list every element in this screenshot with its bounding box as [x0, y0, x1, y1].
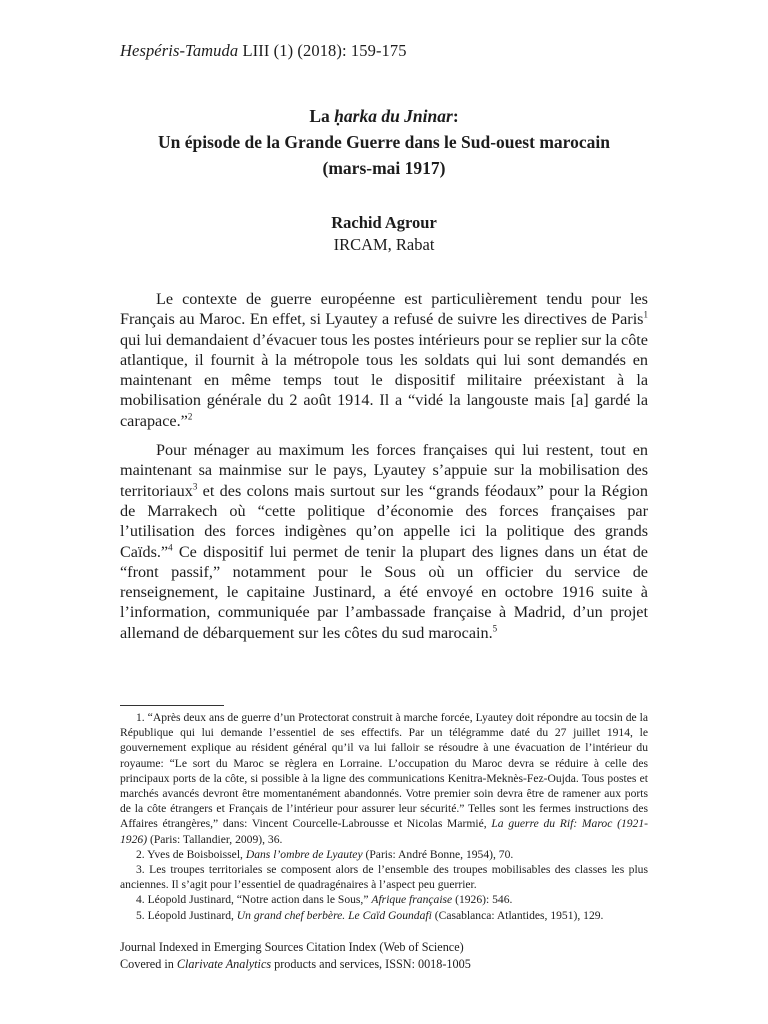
footnote-1: [120, 710, 648, 847]
p1-text-b: qui lui demandaient d’évacuer tous les postes intérieurs pour se replier sur la côte atlantique, il fournit à la métropole tous les soldats qui lui sont demandés en maintenant en même temps tout le dispositif militaire préexistant à la mobilisation générale du 2 août 1914. Il a “vidé la langouste mais [a] gardé la carapace.”: [120, 330, 648, 430]
body-paragraph-2: [120, 440, 648, 643]
title-italic: ḥarka du Jninar: [334, 106, 453, 126]
author-affiliation: IRCAM, Rabat: [333, 235, 435, 254]
footnote-5: [120, 908, 648, 923]
footnote-ref-3[interactable]: 3: [192, 481, 198, 492]
footer-clarivate: Clarivate Analytics: [176, 957, 272, 971]
fn4-text-a: 4. Léopold Justinard, “Notre action dans le Sous,”: [136, 893, 372, 907]
fn5-text-b: (Casablanca: Atlantides, 1951), 129.: [431, 908, 604, 922]
journal-citation: [120, 41, 407, 61]
footnote-ref-4[interactable]: 4: [168, 542, 173, 553]
title-line-1: [80, 103, 688, 129]
fn5-title: Un grand chef berbère. Le Caïd Goundafi: [236, 908, 432, 922]
footer-index-line: Journal Indexed in Emerging Sources Citation Index (Web of Science): [120, 940, 464, 954]
title-prefix: La: [309, 106, 335, 126]
fn1-text-a: 1. “Après deux ans de guerre d’un Protectorat construit à marche forcée, Lyautey doit répondre au tocsin de la République qui lui demande l’essentiel de ses effectifs. Par un télégramme daté du 27 juillet 1914, le gouvernement explique au résident général qu’il va lui falloir se résoudre à une évacuation de l’intérieur du royaume: “Le sort du Maroc se règlera en Lorraine. L’occupation du Maroc devra se réduire à celle des principaux ports de la côte, si possible à la ligne des communications Kenitra-Meknès-Fez-Oujda. Tous postes et marchés avancés devront être momentanément abandonnés. Votre premier soin devra être de ramener aux ports de la côte étrangers et Français de l’intérieur pour assurer leur sécurité.” Telles sont les fermes instructions des Affaires étrangères,” dans: Vincent Courcelle-Labrousse et Nicolas Marmié,: [120, 711, 648, 831]
title-line-2: Un épisode de la Grande Guerre dans le Sud-ouest marocain: [158, 132, 610, 152]
title-suffix: :: [452, 106, 459, 126]
footnotes: [120, 710, 648, 923]
fn5-text-a: 5. Léopold Justinard,: [136, 908, 237, 922]
fn4-title: Afrique française: [371, 893, 453, 907]
journal-name: Hespéris-Tamuda: [120, 41, 239, 60]
fn1-title: La guerre du Rif: Maroc (1921-1926): [120, 817, 648, 846]
footnote-ref-2[interactable]: 2: [187, 411, 193, 422]
fn2-title: Dans l’ombre de Lyautey: [245, 847, 363, 861]
footer-text-a: Covered in: [120, 957, 177, 971]
footnote-4: [120, 892, 648, 907]
journal-volume-pages: LIII (1) (2018): 159-175: [238, 41, 407, 60]
fn1-text-b: (Paris: Tallandier, 2009), 36.: [147, 832, 283, 846]
p2-text-a: Pour ménager au maximum les forces françaises qui lui restent, tout en maintenant sa mainmise sur le pays, Lyautey s’appuie sur la mobilisation des territoriaux: [120, 441, 648, 500]
footer-coverage-line: [120, 956, 471, 973]
author-name: Rachid Agrour: [331, 213, 437, 232]
fn3-text: 3. Les troupes territoriales se composent alors de l’ensemble des troupes mobilisables des classes les plus anciennes. Il s’agit pour l’essentiel de quadragénaires à l’aspect peu guerrier.: [120, 863, 648, 892]
footnote-ref-5[interactable]: 5: [492, 623, 498, 634]
page-footer: [120, 939, 471, 973]
footnote-3: [120, 862, 648, 892]
body-paragraph-1: [120, 289, 648, 431]
article-title: [80, 103, 688, 181]
article-body: [120, 289, 648, 652]
footnote-divider: [120, 705, 224, 706]
p2-text-c: Ce dispositif lui permet de tenir la plupart des lignes dans un état de “front passif,” notamment pour le Sous où un officier du service de renseignement, le capitaine Justinard, a été envoyé en octobre 1916 suite à l’information, communiquée par l’ambassade française à Madrid, d’un projet allemand de débarquement sur les côtes du sud marocain.: [120, 542, 648, 642]
footnote-ref-1[interactable]: 1: [643, 309, 648, 320]
p1-text-a: Le contexte de guerre européenne est particulièrement tendu pour les Français au Maroc. En effet, si Lyautey a refusé de suivre les directives de Paris: [120, 290, 648, 329]
footer-text-b: products and services, ISSN: 0018-1005: [271, 957, 471, 971]
title-line-3: (mars-mai 1917): [322, 158, 446, 178]
fn4-text-b: (1926): 546.: [452, 893, 513, 907]
p2-text-b: et des colons mais surtout sur les “grands féodaux” pour la Région de Marrakech où “cette politique d’économie des forces françaises par l’utilisation des forces indigènes qu’on appelle ici la politique des grands Caïds.”: [120, 481, 648, 561]
footnote-2: [120, 847, 648, 862]
fn2-text-b: (Paris: André Bonne, 1954), 70.: [362, 847, 514, 861]
fn2-text-a: 2. Yves de Boisboissel,: [136, 847, 246, 861]
